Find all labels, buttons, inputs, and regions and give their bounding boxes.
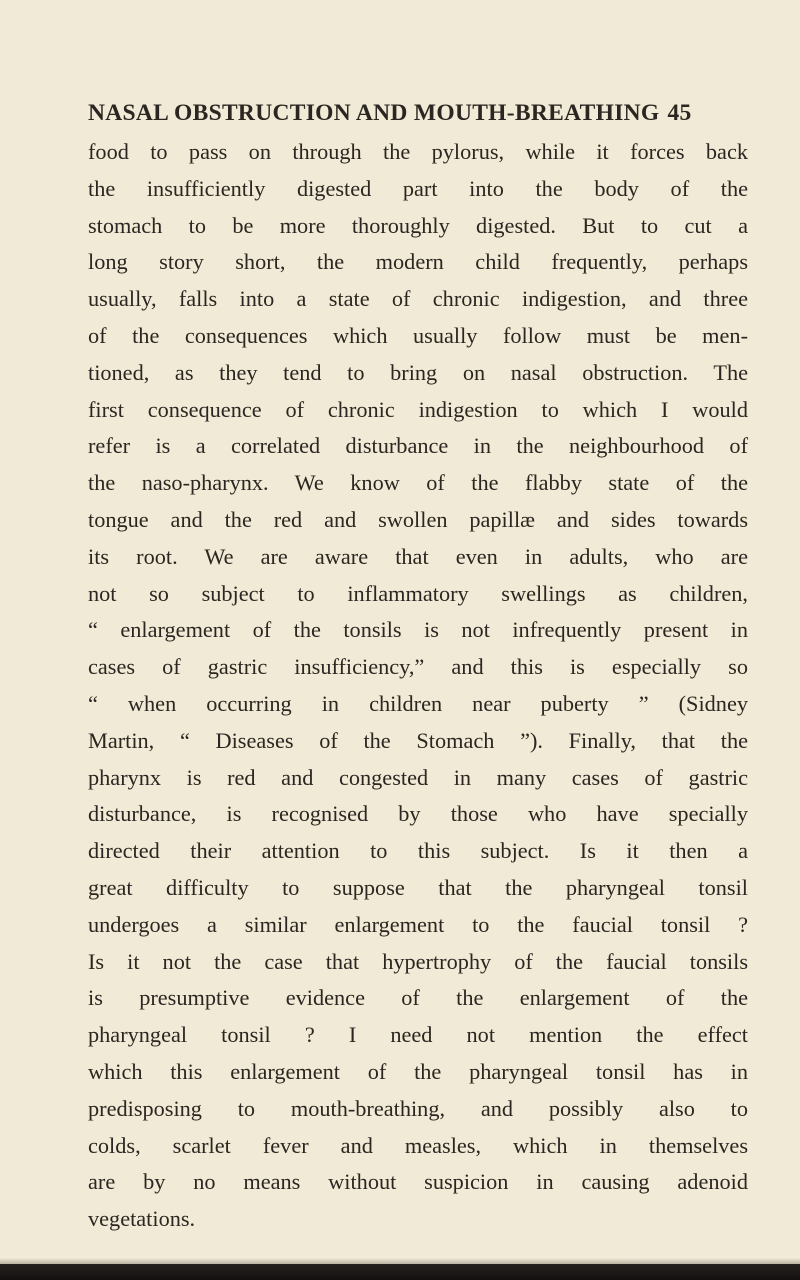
text-line: not so subject to inflammatory swellings as children, (88, 580, 748, 606)
text-line: undergoes a similar enlargement to the faucial tonsil ? (88, 911, 748, 937)
text-line: food to pass on through the pylorus, while it forces back (88, 139, 748, 164)
text-line: “ enlargement of the tonsils is not infrequently present in (88, 617, 748, 643)
text-line: first consequence of chronic indigestion to which I would (88, 396, 748, 422)
text-line: cases of gastric insufficiency,” and this is especially so (88, 654, 748, 680)
text-line: pharyngeal tonsil ? I need not mention the effect (88, 1022, 748, 1048)
running-head-title: NASAL OBSTRUCTION AND MOUTH-BREATHING (88, 100, 660, 126)
text-line: its root. We are aware that even in adults, who are (88, 543, 748, 569)
text-line: Is it not the case that hypertrophy of the faucial tonsils (88, 948, 748, 974)
text-line: which this enlargement of the pharyngeal tonsil has in (88, 1058, 748, 1084)
text-line: disturbance, is recognised by those who have specially (88, 801, 748, 827)
body-text (88, 134, 748, 1238)
text-line: are by no means without suspicion in causing adenoid (88, 1169, 748, 1195)
page-bottom-edge (0, 1264, 800, 1280)
text-line: is presumptive evidence of the enlargement of the (88, 985, 748, 1011)
text-line: usually, falls into a state of chronic indigestion, and three (88, 286, 748, 312)
text-line: long story short, the modern child frequently, perhaps (88, 249, 748, 275)
text-line: “ when occurring in children near puberty ” (Sidney (88, 690, 748, 716)
running-head (88, 100, 788, 127)
text-line: directed their attention to this subject. Is it then a (88, 838, 748, 864)
text-line: predisposing to mouth-breathing, and possibly also to (88, 1095, 748, 1121)
text-line: great difficulty to suppose that the pharyngeal tonsil (88, 874, 748, 900)
text-line: vegetations. (88, 1206, 196, 1232)
text-line: pharynx is red and congested in many cases of gastric (88, 764, 748, 790)
text-line: the naso-pharynx. We know of the flabby state of the (88, 470, 748, 496)
text-line: Martin, “ Diseases of the Stomach ”). Finally, that the (88, 727, 748, 753)
text-line: of the consequences which usually follow must be men- (88, 322, 748, 348)
text-line: refer is a correlated disturbance in the neighbourhood of (88, 433, 748, 459)
text-line: stomach to be more thoroughly digested. But to cut a (88, 212, 748, 238)
text-line: the insufficiently digested part into the body of the (88, 175, 748, 201)
page-number: 45 (667, 100, 692, 126)
text-line: tongue and the red and swollen papillæ and sides towards (88, 506, 748, 532)
text-line: tioned, as they tend to bring on nasal obstruction. The (88, 359, 748, 385)
text-line: colds, scarlet fever and measles, which in themselves (88, 1132, 748, 1158)
